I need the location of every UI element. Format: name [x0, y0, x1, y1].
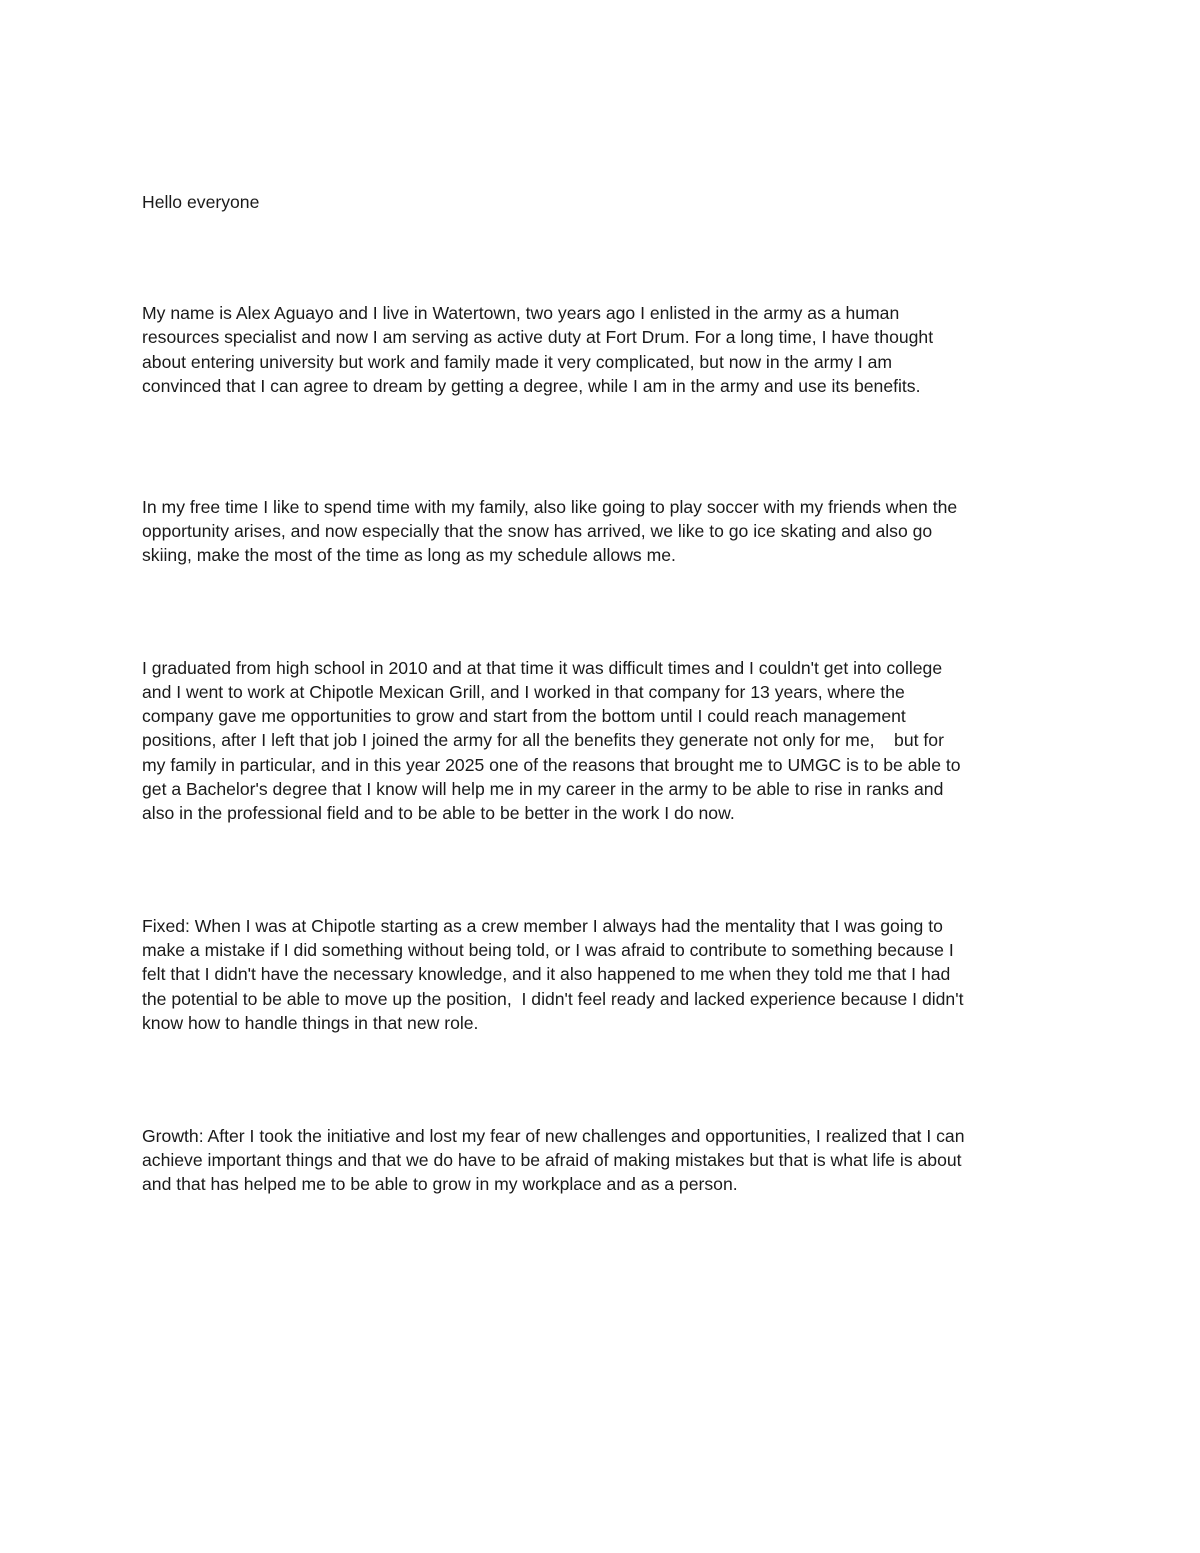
paragraph-line: convinced that I can agree to dream by getting a degree, while I am in the army and use its benefits.: [142, 375, 921, 396]
paragraph-line: My name is Alex Aguayo and I live in Watertown, two years ago I enlisted in the army as a human: [142, 303, 900, 324]
paragraph-line: achieve important things and that we do have to be afraid of making mistakes but that is what life is about: [142, 1149, 962, 1170]
document-body: [142, 142, 1067, 1245]
paragraph-line: make a mistake if I did something without being told, or I was afraid to contribute to something because I: [142, 940, 954, 961]
paragraph-introduction: [142, 301, 1067, 398]
paragraph-line: positions, after I left that job I joined the army for all the benefits they generate not only for me, but for: [142, 730, 944, 751]
paragraph-line: company gave me opportunities to grow and start from the bottom until I could reach management: [142, 706, 906, 727]
paragraph-line: skiing, make the most of the time as long as my schedule allows me.: [142, 545, 676, 566]
paragraph-fixed-mindset: [142, 914, 1067, 1035]
paragraph-line: Fixed: When I was at Chipotle starting as a crew member I always had the mentality that I was going to: [142, 915, 943, 936]
paragraph-line: I graduated from high school in 2010 and at that time it was difficult times and I couldn't get into college: [142, 657, 943, 678]
paragraph-line: resources specialist and now I am serving as active duty at Fort Drum. For a long time, I have thought: [142, 327, 934, 348]
paragraph-background: [142, 656, 1067, 825]
paragraph-line: know how to handle things in that new role.: [142, 1012, 479, 1033]
paragraph-line: get a Bachelor's degree that I know will help me in my career in the army to be able to rise in ranks and: [142, 778, 944, 799]
paragraph-line: Growth: After I took the initiative and lost my fear of new challenges and opportunities, I realized that I can: [142, 1125, 965, 1146]
paragraph-free-time: [142, 495, 1067, 568]
paragraph-line: also in the professional field and to be able to be better in the work I do now.: [142, 803, 735, 824]
paragraph-line: In my free time I like to spend time with my family, also like going to play soccer with my friends when the: [142, 496, 958, 517]
paragraph-line: the potential to be able to move up the position, I didn't feel ready and lacked experience because I didn't: [142, 988, 964, 1009]
greeting-line: Hello everyone: [142, 192, 260, 213]
paragraph-growth-mindset: [142, 1124, 1067, 1197]
paragraph-line: about entering university but work and family made it very complicated, but now in the army I am: [142, 351, 893, 372]
paragraph-line: opportunity arises, and now especially that the snow has arrived, we like to go ice skating and also go: [142, 520, 933, 541]
paragraph-line: and that has helped me to be able to grow in my workplace and as a person.: [142, 1173, 738, 1194]
paragraph-line: and I went to work at Chipotle Mexican Grill, and I worked in that company for 13 years, where the: [142, 682, 905, 703]
paragraph-line: felt that I didn't have the necessary knowledge, and it also happened to me when they told me that I had: [142, 964, 951, 985]
paragraph-line: my family in particular, and in this year 2025 one of the reasons that brought me to UMGC is to be able to: [142, 754, 961, 775]
